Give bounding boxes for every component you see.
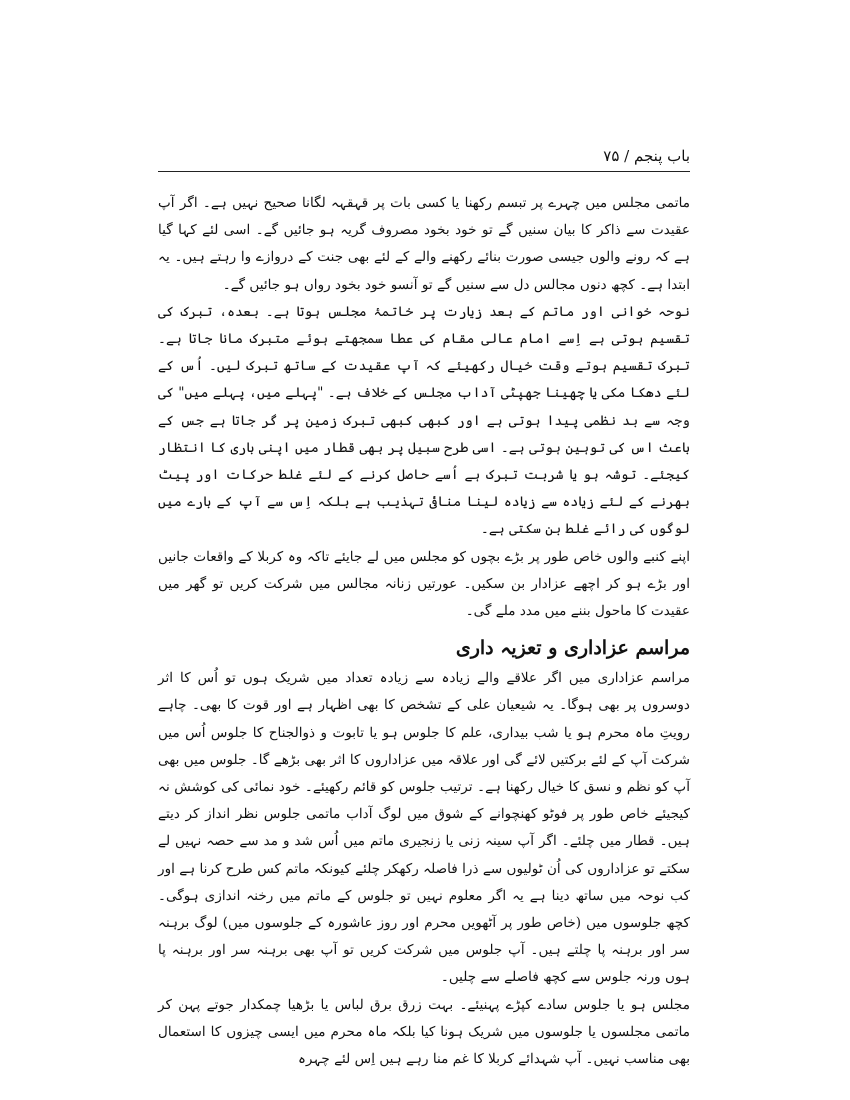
paragraph: مجلس ہو یا جلوس سادے کپڑے پہنیئے۔ بہت زرق برق لباس یا بڑھیا چمکدار جوتے پہن کر ماتمی مجلسوں یا جلوسوں میں شریک ہونا کیا بلکہ ماہ محرم میں ایسی چیزوں کا استعمال بھی مناسب نہیں۔ آپ شہدائے کربلا کا غم منا رہے ہیں اِس لئے چہرہ <box>158 996 690 1068</box>
paragraph: نوحہ خوانی اور ماتم کے بعد زیارت پر خاتمۂ مجلس ہوتا ہے۔ بعدہ، تبرک کی تقسیم ہوتی ہے اِسے امام عالی مقام کی عطا سمجھتے ہوئے متبرک مانا جاتا ہے۔ تبرک تقسیم ہوتے وقت خیال رکھیئے کہ آپ عقیدت کے ساتھ تبرک لیں۔ اُس کے لئے دھکا مکی یا چھینا جھپٹی آداب مجلس کے خلاف ہے۔ "پہلے میں، پہلے میں" کی وجہ سے بد نظمی پیدا ہوتی ہے اور کبھی کبھی تبرک زمین پر گر جاتا ہے جس کے باعث اس کی توہین ہوتی ہے۔ اسی طرح سبیل پر بھی قطار میں اپنی باری کا انتظار کیجئے۔ توشہ ہو یا شربت تبرک ہے اُسے حاصل کرنے کے لئے غلط حرکات اور پیٹ بھرنے کے لئے زیادہ سے زیادہ لینا منافیٔ تہذیب ہے بلکہ اِس سے آپ کے بارے میں لوگوں کی رائے غلط بن سکتی ہے۔ <box>158 303 690 538</box>
paragraph: ماتمی مجلس میں چہرے پر تبسم رکھنا یا کسی بات پر قہقہہ لگانا صحیح نہیں ہے۔ اگر آپ عقیدت سے ذاکر کا بیان سنیں گے تو خود بخود مصروف گریہ ہو جائیں گے۔ اسی لئے کہا گیا ہے کہ رونے والوں جیسی صورت بنائے رکھنے والے کے لئے بھی جنت کے دروازے وا رہتے ہیں۔ یہ ابتدا ہے۔ کچھ دنوں مجالس دل سے سنیں گے تو آنسو خود بخود رواں ہو جائیں گے۔ <box>158 195 690 293</box>
section-heading: مراسم عزاداری و تعزیہ داری <box>455 637 690 660</box>
body-text <box>158 190 690 1073</box>
header-rule <box>158 171 690 172</box>
paragraph: اپنے کنبے والوں خاص طور پر بڑے بچوں کو مجلس میں لے جایئے تاکہ وہ کربلا کے واقعات جانیں اور بڑے ہو کر اچھے عزادار بن سکیں۔ عورتیں زنانہ مجالس میں شرکت کریں تو گھر میں عقیدت کا ماحول بننے میں مدد ملے گی۔ <box>158 548 690 620</box>
paragraph: مراسم عزاداری میں اگر علاقے والے زیادہ سے زیادہ تعداد میں شریک ہوں تو اُس کا اثر دوسروں پر بھی ہوگا۔ یہ شیعیان علی کے تشخص کا بھی اظہار ہے اور قوت کا بھی۔ چاہے رویتِ ماہ محرم ہو یا شب بیداری، علم کا جلوس ہو یا تابوت و ذوالجناح کا جلوس اُس میں شرکت آپ کے لئے برکتیں لائے گی اور علاقہ میں عزاداروں کا اثر بھی بڑھے گا۔ جلوس میں بھی آپ کو نظم و نسق کا خیال رکھنا ہے۔ ترتیب جلوس کو قائم رکھیئے۔ خود نمائی کی کوشش نہ کیجیئے خاص طور پر فوٹو کھنچوانے کے شوق میں لوگ آداب ماتمی جلوس نظر انداز کر دیتے ہیں۔ قطار میں چلئے۔ اگر آپ سینہ زنی یا زنجیری ماتم میں اُس شد و مد سے حصہ نہیں لے سکتے تو عزاداروں کی اُن ٹولیوں سے ذرا فاصلہ رکھکر چلئے کیونکہ ماتم کس طرح کرنا ہے اور کب نوحہ میں ساتھ دینا ہے یہ اگر معلوم نہیں تو جلوس کے ماتم میں رخنہ اندازی ہوگی۔ کچھ جلوسوں میں (خاص طور پر آٹھویں محرم اور روز عاشورہ کے جلوسوں میں) لوگ برہنہ سر اور برہنہ پا چلتے ہیں۔ آپ جلوس میں شرکت کریں تو آپ بھی برہنہ سر اور برہنہ پا ہوں ورنہ جلوس سے کچھ فاصلے سے چلیں۔ <box>158 670 690 986</box>
running-header: باب پنجم / ۷۵ <box>603 147 690 165</box>
